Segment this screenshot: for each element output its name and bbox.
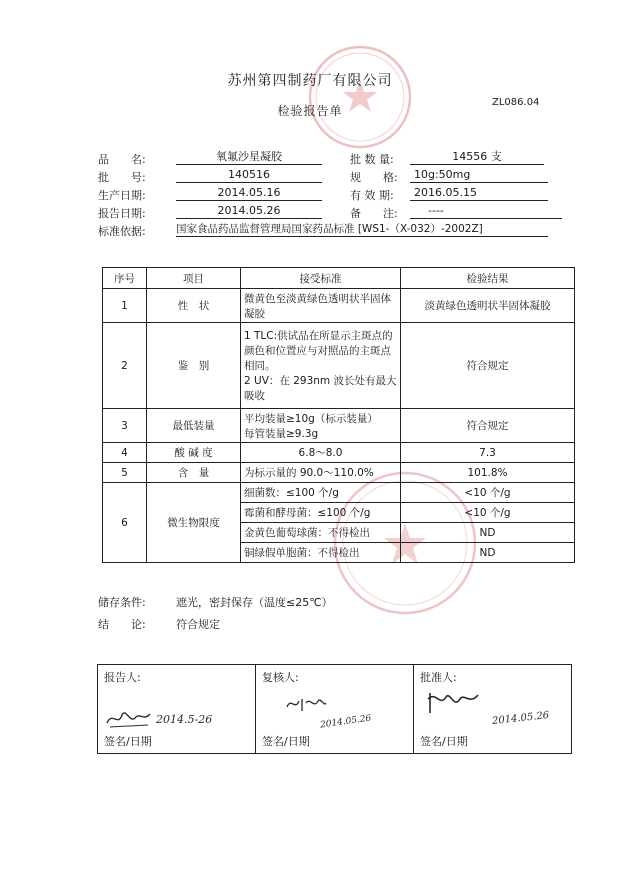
approver-cell [414, 665, 571, 753]
mfg-date-value: 2014.05.16 [176, 186, 322, 201]
document-number: ZL086.04 [492, 97, 540, 108]
table-row [103, 323, 575, 409]
row-item: 微生物限度 [147, 483, 241, 563]
table-row [103, 443, 575, 463]
row-result: 7.3 [401, 443, 575, 463]
row-result: ND [401, 523, 575, 543]
row-standard: 金黄色葡萄球菌：不得检出 [241, 523, 401, 543]
row-standard [241, 323, 401, 409]
results-table [102, 267, 575, 563]
row-result: 符合规定 [401, 409, 575, 443]
reporter-signature-image [104, 705, 154, 731]
row-item: 最低装量 [147, 409, 241, 443]
batch-qty-label: 批 数 量: [350, 153, 394, 166]
company-seal-image [305, 42, 415, 152]
table-row [103, 463, 575, 483]
remarks-value: ---- [410, 204, 562, 219]
row-no: 6 [103, 483, 147, 563]
storage-value: 遮光，密封保存（温度≤25℃） [176, 596, 333, 609]
conclusion-value: 符合规定 [176, 618, 220, 631]
table-row [103, 409, 575, 443]
remarks-label: 备 注: [350, 207, 398, 220]
standard-value: 国家食品药品监督管理局国家药品标准 [WS1-（X-032）-2002Z] [176, 222, 548, 237]
storage-label: 储存条件: [98, 596, 146, 609]
reporter-date: 2014.5-26 [156, 713, 213, 726]
row-result: 符合规定 [401, 323, 575, 409]
mfg-date-label: 生产日期: [98, 189, 146, 202]
reporter-sign-date-label: 签名/日期 [104, 735, 152, 748]
row-result: <10 个/g [401, 483, 575, 503]
reviewer-sign-date-label: 签名/日期 [262, 735, 310, 748]
row-standard-line: 1 TLC:供试品在所显示主斑点的颜色和位置应与对照品的主斑点相同。 [244, 330, 393, 372]
batch-qty-value: 14556 支 [410, 150, 544, 165]
product-name-label: 品 名: [98, 153, 146, 166]
column-header-item: 项目 [147, 268, 241, 289]
reviewer-date: 2014.05.26 [319, 713, 372, 731]
row-standard-line: 每管装量≥9.3g [244, 427, 319, 440]
company-name: 苏州第四制药厂有限公司 [227, 73, 393, 89]
row-item: 性 状 [147, 289, 241, 323]
product-name-value: 氧氟沙星凝胶 [176, 150, 322, 165]
batch-no-value: 140516 [176, 168, 322, 183]
column-header-result: 检验结果 [401, 268, 575, 289]
row-standard: 细菌数：≤100 个/g [241, 483, 401, 503]
approver-signature-image [426, 687, 482, 717]
expiry-value: 2016.05.15 [410, 186, 548, 201]
row-standard: 微黄色至淡黄绿色透明状半固体凝胶 [241, 289, 401, 323]
approver-sign-date-label: 签名/日期 [420, 735, 468, 748]
reviewer-cell [256, 665, 414, 753]
report-date-label: 报告日期: [98, 207, 146, 220]
row-standard: 为标示量的 90.0～110.0% [241, 463, 401, 483]
row-no: 2 [103, 323, 147, 409]
row-standard: 霉菌和酵母菌：≤100 个/g [241, 503, 401, 523]
row-standard-line: 2 UV：在 293nm 波长处有最大吸收 [244, 375, 397, 402]
conclusion-label: 结 论: [98, 618, 146, 631]
approver-date: 2014.05.26 [491, 710, 550, 727]
row-no: 3 [103, 409, 147, 443]
reporter-label: 报告人: [104, 671, 141, 684]
spec-value: 10g:50mg [410, 168, 548, 183]
spec-label: 规 格: [350, 171, 398, 184]
page-title: 检验报告单 [277, 104, 343, 118]
standard-label: 标准依据: [98, 225, 146, 238]
row-standard [241, 409, 401, 443]
row-item: 鉴 别 [147, 323, 241, 409]
approver-label: 批准人: [420, 671, 457, 684]
row-result: ND [401, 543, 575, 563]
row-no: 1 [103, 289, 147, 323]
row-result: 101.8% [401, 463, 575, 483]
report-date-value: 2014.05.26 [176, 204, 322, 219]
row-item: 酸 碱 度 [147, 443, 241, 463]
column-header-standard: 接受标准 [241, 268, 401, 289]
signature-block [97, 664, 572, 754]
reviewer-label: 复核人: [262, 671, 299, 684]
reporter-cell [98, 665, 256, 753]
expiry-label: 有 效 期: [350, 189, 394, 202]
batch-no-label: 批 号: [98, 171, 146, 184]
table-row [103, 483, 575, 503]
reviewer-signature-image [284, 693, 328, 715]
row-standard-line: 平均装量≥10g（标示装量） [244, 412, 378, 425]
row-result: 淡黄绿色透明状半固体凝胶 [401, 289, 575, 323]
row-standard: 6.8～8.0 [241, 443, 401, 463]
row-standard: 铜绿假单胞菌：不得检出 [241, 543, 401, 563]
row-no: 4 [103, 443, 147, 463]
row-no: 5 [103, 463, 147, 483]
column-header-no: 序号 [103, 268, 147, 289]
row-result: <10 个/g [401, 503, 575, 523]
row-item: 含 量 [147, 463, 241, 483]
table-header-row [103, 268, 575, 289]
table-row [103, 289, 575, 323]
